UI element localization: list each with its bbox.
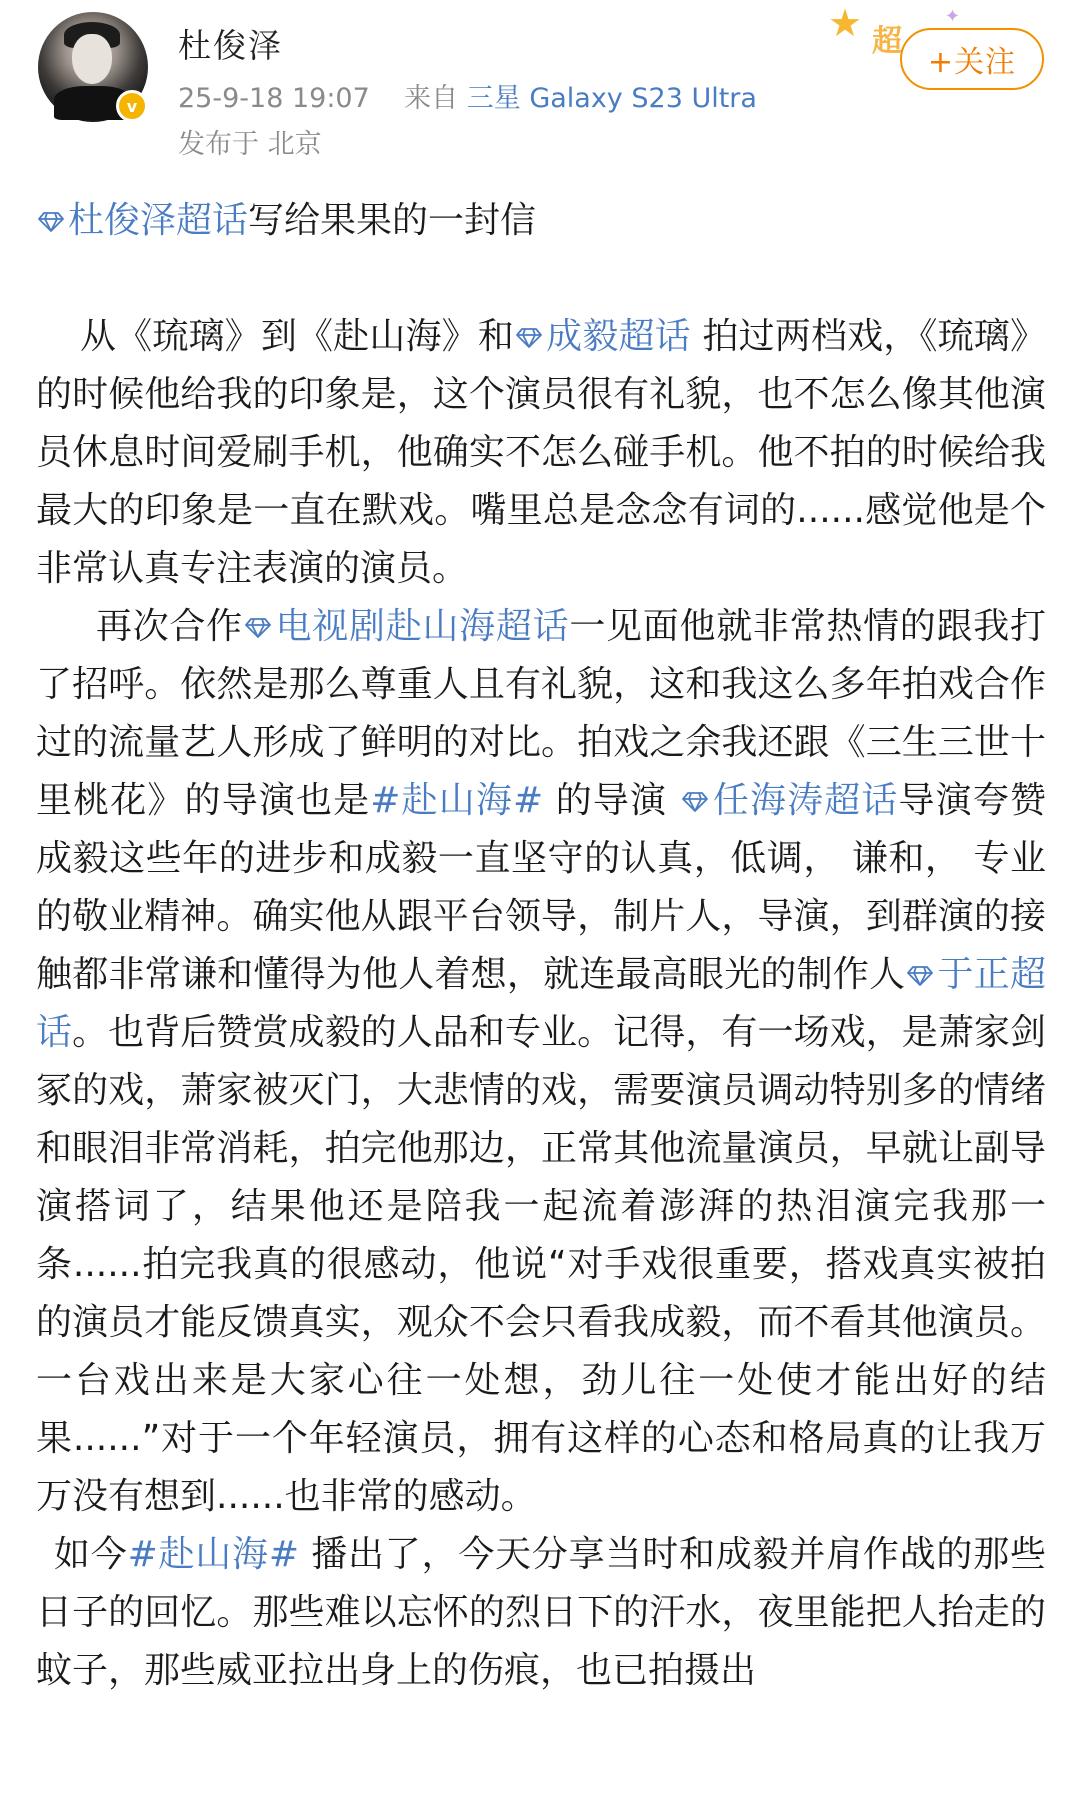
paragraph-1 [36, 308, 1046, 598]
text-run: 如今 [54, 1534, 128, 1575]
topic-link[interactable]: 成毅超话 [514, 316, 691, 357]
device-link[interactable]: 三星 Galaxy S23 Ultra [466, 83, 757, 114]
super-topic-icon [905, 964, 935, 988]
verified-badge-icon: v [116, 90, 148, 122]
text-run: 。也背后赞赏成毅的人品和专业。记得，有一场戏，是萧家剑冢的戏，萧家被灭门，大悲情的戏，需要演员调动特别多的情绪和眼泪非常消耗，拍完他那边，正常其他流量演员，早就让副导演搭词了，结果他还是陪我一起流着澎湃的热泪演完我那一条......拍完我真的很感动，他说“对手戏很重要，搭戏真实被拍的演员才能反馈真实，观众不会只看我成毅，而不看其他演员。一台戏出来是大家心往一处想，劲儿往一处使才能出好的结果......”对于一个年轻演员，拥有这样的心态和格局真的让我万万没有想到......也非常的感动。 [36, 1012, 1046, 1517]
text-run: 的导演 [543, 780, 680, 821]
super-topic-icon [680, 790, 710, 814]
super-topic-icon [36, 210, 66, 234]
super-topic-icon [514, 326, 544, 350]
text-run: 播出了，今天分享当时和成毅并肩作战的那些日子的回忆。那些难以忘怀的烈日下的汗水，夜里能把人抬走的蚊子，那些威亚拉出身上的伤痕，也已拍摄出 [36, 1534, 1046, 1691]
post-title [36, 192, 1046, 250]
hashtag-link[interactable]: #赴山海# [127, 1534, 299, 1575]
post-header [0, 0, 1080, 170]
super-tag-label: 超 [872, 24, 902, 59]
post-timestamp: 25-9-18 19:07 [178, 83, 370, 114]
paragraph-3 [36, 1526, 1046, 1700]
avatar-face [72, 34, 112, 84]
super-topic-icon [243, 616, 273, 640]
source-prefix: 来自 [404, 83, 459, 114]
text-run: 从《琉璃》到《赴山海》和 [80, 316, 515, 357]
post-body [36, 192, 1046, 1700]
post-meta [178, 76, 757, 115]
sparkle-icon: ✦ [944, 6, 960, 27]
text-run: 一见面他就非常热情的跟我打了招呼。依然是那么尊重人且有礼貌，这和我这么多年拍戏合作过的流量艺人形成了鲜明的对比。拍戏之余我还跟《三生三世十里桃花》的导演也是 [36, 606, 1046, 821]
title-text: 写给果果的一封信 [248, 200, 537, 241]
topic-link[interactable]: 杜俊泽超话 [36, 200, 248, 241]
hashtag-link[interactable]: #赴山海# [370, 780, 544, 821]
topic-link[interactable]: 于正超话 [36, 954, 1046, 1053]
text-run: 导演夸赞成毅这些年的进步和成毅一直坚守的认真，低调， 谦和， 专业的敬业精神。确实他从跟平台领导，制片人，导演，到群演的接触都非常谦和懂得为他人着想，就连最高眼光的制作人 [36, 780, 1046, 995]
author-name[interactable]: 杜俊泽 [178, 26, 283, 65]
text-run: 再次合作 [96, 606, 243, 647]
topic-link[interactable]: 电视剧赴山海超话 [243, 606, 569, 647]
follow-button[interactable]: +关注 [900, 28, 1044, 90]
topic-link[interactable]: 任海涛超话 [680, 780, 899, 821]
paragraph-2 [36, 598, 1046, 1526]
post-location: 发布于 北京 [178, 129, 322, 160]
text-run: 拍过两档戏，《琉璃》的时候他给我的印象是，这个演员很有礼貌，也不怎么像其他演员休息时间爱刷手机，他确实不怎么碰手机。他不拍的时候给我最大的印象是一直在默戏。嘴里总是念念有词的......感觉他是个非常认真专注表演的演员。 [36, 316, 1046, 589]
star-icon: ★ [828, 1, 863, 45]
